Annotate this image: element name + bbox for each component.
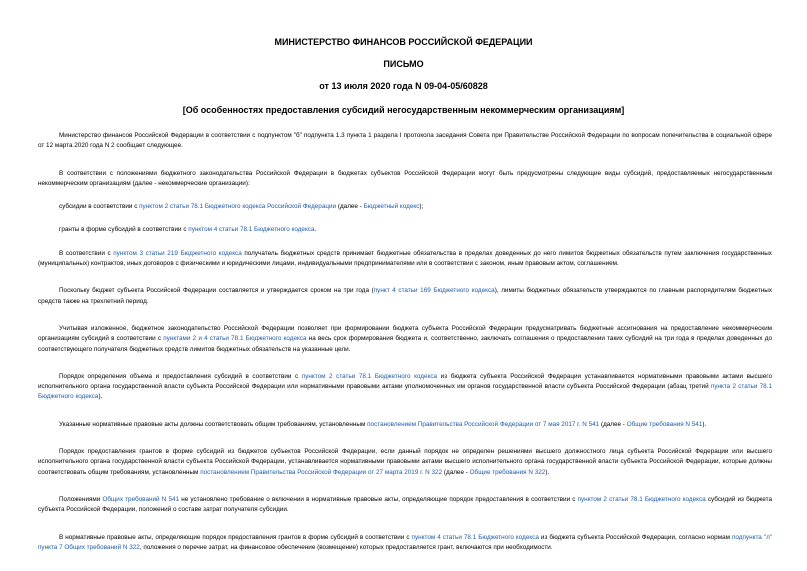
- text: .: [314, 226, 317, 234]
- text: В соответствии с положениями бюджетного законодательства Российской Федерации в бюджетах субъектов Российской Федерации могут быть предусмотрены следующие виды субсидий, предоставляемых негосударственным некоммерческим организациям (далее - некоммерческие организации):: [38, 169, 772, 187]
- text: ).: [702, 420, 707, 428]
- text: Поскольку бюджет субъекта Российской Федерации составляется и утверждается сроком на три года (: [59, 287, 374, 295]
- text: на весь срок формирования бюджета и, соответственно, заключать соглашения о предоставлении таких субсидий на три года в пределах доведенных до соответствующего получателя бюджетных средств лимитов бюджетных обязательств на указанные цели.: [38, 335, 772, 353]
- text: ).: [545, 468, 550, 476]
- link-general-requirements-322-subpoint-l[interactable]: подпункта "л" пункта 7 Общих требований N 322: [38, 533, 773, 551]
- link-government-decree-541[interactable]: постановлением Правительства Российской Федерации от 7 мая 2017 г. N 541: [367, 420, 600, 428]
- link-budget-code-p2-4-78-1[interactable]: пунктами 2 и 4 статьи 78.1 Бюджетного кодекса: [163, 335, 307, 343]
- text: Учитывая изложенное, бюджетное законодательство Российской Федерации позволяет при формировании бюджета субъекта Российской Федерации предусматривать бюджетные ассигнования на предоставление некоммерческим организациям субсидий в соответствии с: [38, 324, 772, 343]
- link-budget-code-p2-78-1[interactable]: пунктом 2 статьи 78.1 Бюджетного кодекса Российской Федерации: [139, 203, 337, 211]
- paragraph-10: [38, 447, 772, 478]
- text: Указанные нормативные правовые акты должны соответствовать общим требованиям, установленным: [59, 420, 368, 428]
- text: субсидии в соответствии с: [59, 203, 140, 211]
- text: получатель бюджетных средств принимает бюджетные обязательства в пределах доведенных до него лимитов бюджетных обязательств путем заключения государственных (муниципальных) контрактов, иных договоров с физическими и юридическими лицами, индивидуальными предпринимателями или в соответствии с законом, иным правовым актом, соглашением.: [38, 249, 772, 268]
- text: Порядок предоставления грантов в форме субсидий из бюджетов субъектов Российской Федерации, если данный порядок не определен решениями высшего должностного лица субъекта Российской Федерации или высшего исполнительного органа государственной власти субъекта Российской Федерации, устанавливается нормативными правовыми актами высшего исполнительного органа государственной власти субъекта Российской Федерации, которые должны соответствовать общим требованиям, установленным: [38, 448, 772, 476]
- link-budget-code-p4-78-1[interactable]: пунктом 4 статьи 78.1 Бюджетного кодекса: [411, 533, 539, 541]
- text: В нормативные правовые акты, определяющие порядок предоставления грантов в форме субсидий в соответствии с: [59, 533, 412, 541]
- link-budget-code-p2-78-1[interactable]: пунктом 2 статьи 78.1 Бюджетного кодекса: [577, 495, 706, 503]
- text: , положения о перечне затрат, на финансовое обеспечение (возмещение) которых предоставляется грант, включаются при необходимости.: [139, 543, 553, 551]
- link-budget-code-p2-78-1[interactable]: пунктом 2 статьи 78.1 Бюджетного кодекса: [301, 372, 438, 380]
- paragraph-5: [38, 249, 772, 270]
- paragraph-6: [38, 286, 772, 307]
- text: (далее -: [442, 468, 470, 476]
- paragraph-12: [38, 533, 772, 554]
- paragraph-2: [38, 169, 772, 190]
- link-budget-code[interactable]: Бюджетный кодекс: [363, 203, 420, 211]
- document-subject: [Об особенностях предоставления субсидий негосударственным некоммерческим организациям]: [182, 105, 625, 115]
- text: из бюджета субъекта Российской Федерации, согласно нормам: [538, 533, 732, 541]
- text: из бюджета субъекта Российской Федерации устанавливается нормативными правовыми актами высшего исполнительного органа государственной власти субъекта Российской Федерации или нормативными правовыми актами уполномоченных им органов государственной власти субъекта Российской Федерации (абзац третий: [38, 372, 772, 391]
- link-general-requirements-322[interactable]: Общие требования N 322: [469, 468, 546, 476]
- paragraph-8: [38, 372, 772, 403]
- link-budget-code-p2-78-1[interactable]: пункта 2 статьи 78.1 Бюджетного кодекса: [38, 383, 772, 401]
- link-general-requirements-541[interactable]: Общих требований N 541: [102, 495, 180, 503]
- paragraph-9: [38, 420, 772, 430]
- paragraph-4: [38, 225, 772, 235]
- paragraph-11: [38, 495, 772, 516]
- text: (далее -: [336, 203, 364, 211]
- ministry-title: МИНИСТЕРСТВО ФИНАНСОВ РОССИЙСКОЙ ФЕДЕРАЦИИ: [274, 37, 533, 47]
- document-type: ПИСЬМО: [383, 59, 424, 69]
- text: не установлено требование о включении в нормативные правовые акты, определяющие порядок предоставления в соответствии с: [179, 495, 578, 503]
- paragraph-3: [38, 202, 772, 212]
- link-budget-code-p4-169[interactable]: пункт 4 статьи 169 Бюджетного кодекса: [373, 287, 495, 295]
- text: ), лимиты бюджетных обязательств утверждаются по главным распорядителям бюджетных средств также на трехлетний период.: [38, 287, 773, 305]
- text: В соответствии с: [59, 249, 114, 257]
- document-body: [38, 131, 772, 553]
- link-general-requirements-541[interactable]: Общие требования N 541: [626, 420, 703, 428]
- link-budget-code-p3-219[interactable]: пунктом 3 статьи 219 Бюджетного кодекса: [113, 249, 242, 257]
- text: Положениями: [59, 495, 103, 503]
- text: (далее -: [599, 420, 627, 428]
- text: субсидий из бюджета субъекта Российской Федерации, положений о составе затрат получателя субсидии.: [38, 495, 772, 514]
- link-budget-code-p4-78-1[interactable]: пунктом 4 статьи 78.1 Бюджетного кодекса: [188, 226, 315, 234]
- text: ).: [98, 393, 103, 401]
- link-government-decree-322[interactable]: постановлением Правительства Российской Федерации от 27 марта 2019 г. N 322: [200, 468, 443, 476]
- text: Порядок определения объема и предоставления субсидий в соответствии с: [59, 372, 302, 380]
- text: );: [419, 203, 424, 211]
- document-date-number: от 13 июля 2020 года N 09-04-05/60828: [319, 81, 488, 91]
- text: Министерство финансов Российской Федерации в соответствии с подпунктом "б" подпункта 1.3 пункта 1 раздела I протокола заседания Совета при Правительстве Российской Федерации по вопросам попечительства в социальной сфере от 12 марта 2020 года N 2 сообщает следующее.: [38, 132, 772, 150]
- text: гранты в форме субсидий в соответствии с: [59, 226, 189, 234]
- paragraph-1: [38, 131, 772, 152]
- paragraph-7: [38, 324, 772, 355]
